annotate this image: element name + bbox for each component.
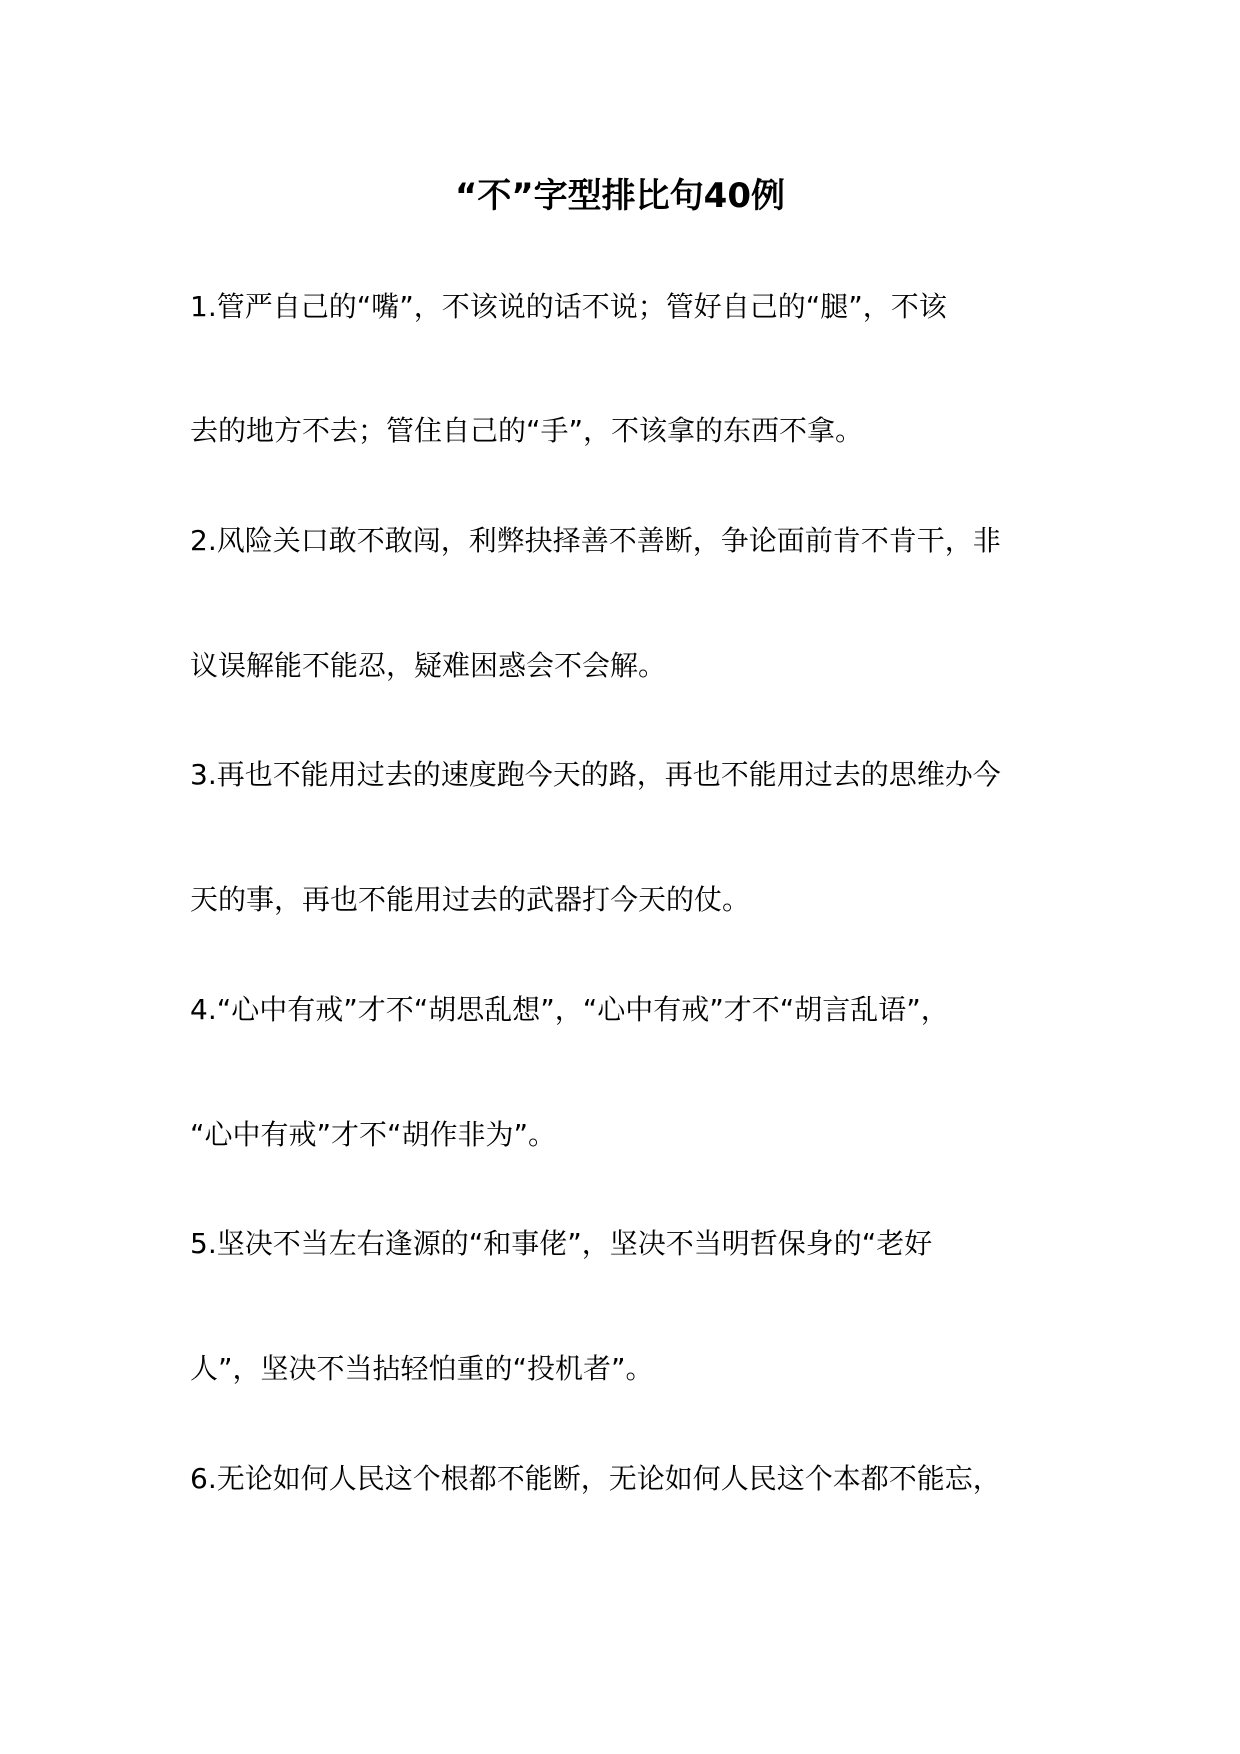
paragraph-4-line-1: 4.“心中有戒”才不“胡思乱想”，“心中有戒”才不“胡言乱语”， <box>190 993 949 1026</box>
paragraph-1-line-2: 去的地方不去；管住自己的“手”，不该拿的东西不拿。 <box>190 414 864 447</box>
paragraph-5-line-2: 人”，坚决不当拈轻怕重的“投机者”。 <box>190 1352 654 1385</box>
paragraph-4-line-2: “心中有戒”才不“胡作非为”。 <box>190 1118 557 1151</box>
paragraph-5-line-1: 5.坚决不当左右逢源的“和事佬”，坚决不当明哲保身的“老好 <box>190 1227 933 1260</box>
paragraph-3-line-2: 天的事，再也不能用过去的武器打今天的仗。 <box>190 883 751 916</box>
paragraph-1-line-1: 1.管严自己的“嘴”，不该说的话不说；管好自己的“腿”，不该 <box>190 290 947 323</box>
page-title: “不”字型排比句40例 <box>454 176 785 216</box>
paragraph-3-line-1: 3.再也不能用过去的速度跑今天的路，再也不能用过去的思维办今 <box>190 758 1001 791</box>
paragraph-6-line-1: 6.无论如何人民这个根都不能断，无论如何人民这个本都不能忘， <box>190 1462 1001 1495</box>
paragraph-2-line-1: 2.风险关口敢不敢闯，利弊抉择善不善断，争论面前肯不肯干，非 <box>190 524 1001 557</box>
paragraph-2-line-2: 议误解能不能忍，疑难困惑会不会解。 <box>190 649 667 682</box>
